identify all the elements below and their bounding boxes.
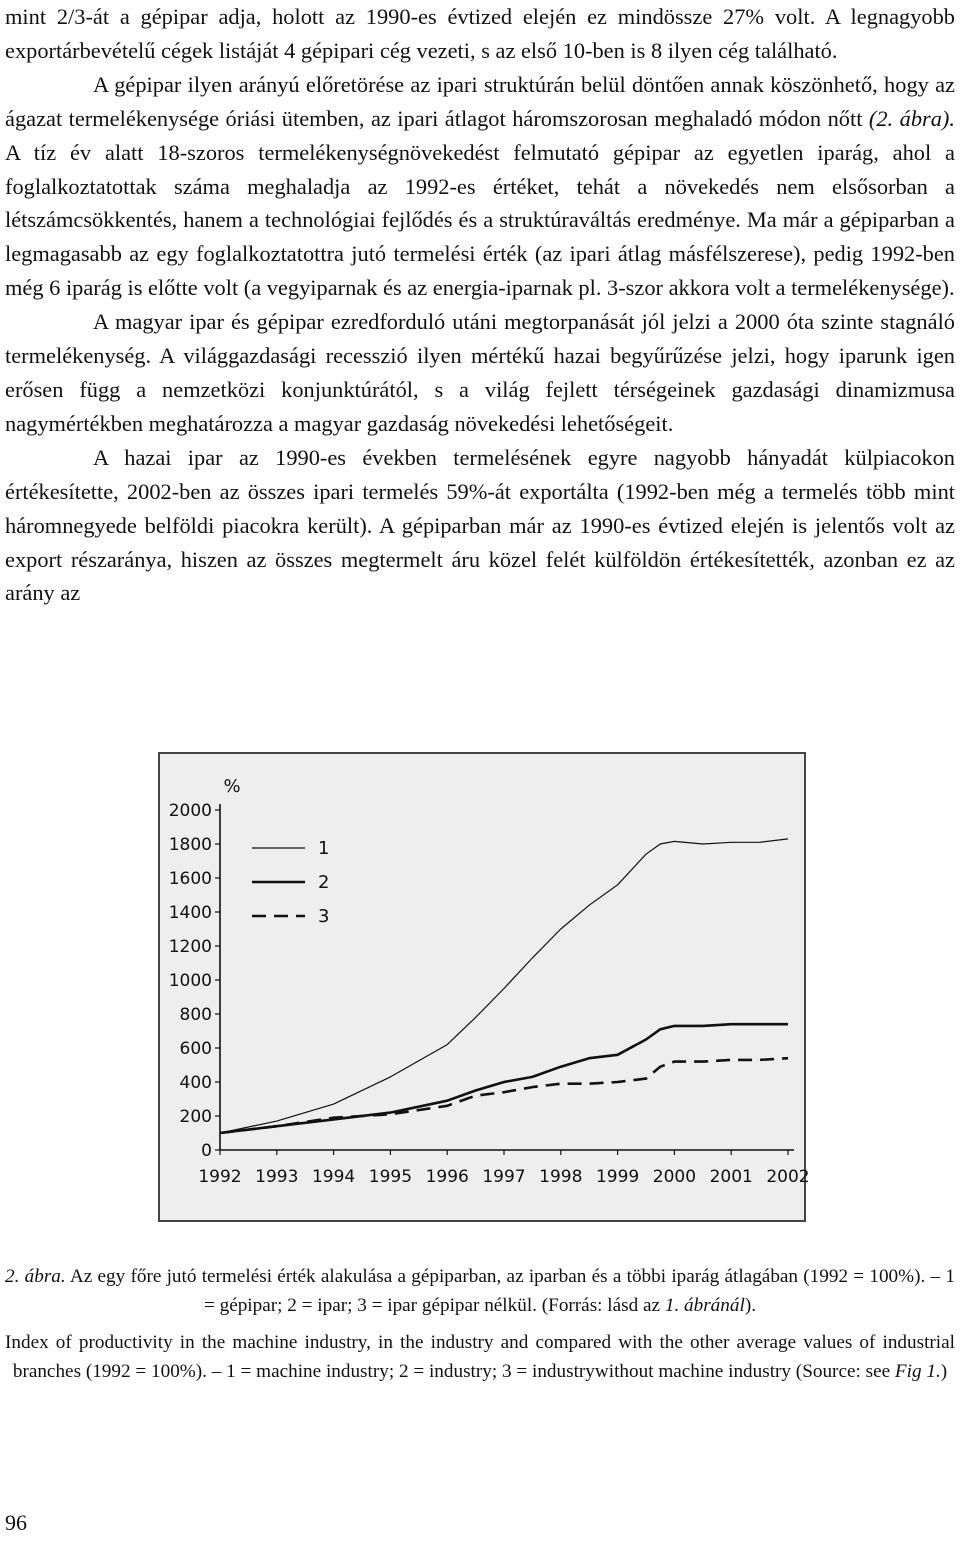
caption-english: Index of productivity in the machine industry, in the industry and compared with the other average values of industrial branches (1992 = 100%). – 1 = machine industry; 2 = industry; 3 = industrywithout machine industry (Source: see Fig 1.) [5,1332,955,1382]
caption-label: 2. ábra. [5,1266,66,1287]
x-tick-label: 1998 [539,1167,583,1187]
x-tick-label: 1992 [198,1167,242,1187]
x-tick-label: 2000 [652,1167,697,1187]
figure-2-chart [158,752,810,1222]
y-tick-label: 2000 [168,801,212,821]
y-tick-label: 0 [201,1141,212,1161]
x-tick-label: 1996 [425,1167,469,1187]
x-tick-label: 1994 [311,1167,356,1187]
x-tick-label: 1995 [368,1167,413,1187]
page [5,0,955,610]
x-tick-label: 2002 [766,1167,810,1187]
y-tick-label: 1600 [168,869,212,889]
paragraph: A gépipar ilyen arányú előretörése az ipari struktúrán belül döntően annak köszönhető, hogy az ágazat termelékenysége óriási ütemben, az ipari átlagot háromszorosan meghaladó módon nőtt (2. ábra). A tíz év alatt 18-szoros termelékenységnövekedést felmutató gépipar az egyetlen iparág, ahol a foglalkoztatottak száma meghaladja az 1992-es értéket, tehát a növekedés nem elsősorban a létszámcsökkentés, hanem a technológiai fejlődés és a struktúraváltás eredménye. Ma már a gépiparban a legmagasabb az egy foglalkoztatottra jutó termelési érték (az ipari átlag másfélszerese), pedig 1992-ben még 6 iparág is előtte volt (a vegyiparnak és az energia-iparnak pl. 3-szor akkora volt a termelékenysége). [5,71,955,301]
y-tick-label: 1200 [168,937,212,957]
y-tick-label: 200 [179,1107,212,1127]
page-number: 96 [5,1510,27,1535]
x-tick-label: 1999 [595,1167,640,1187]
legend-label-2: 2 [318,872,330,893]
paragraph: A hazai ipar az 1990-es években termelésének egyre nagyobb hányadát külpiacokon értékesítette, 2002-ben az összes ipari termelés 59%-át exportálta (1992-ben még a termelés több mint háromnegyede belföldi piacokra került). A gépiparban már az 1990-es évtized elején is jelentős volt az export részaránya, hiszen az összes megtermelt áru közel felét külföldön értékesítették, azonban ez az arány az [5,444,955,606]
y-tick-label: 400 [179,1073,212,1093]
x-tick-label: 2001 [709,1167,753,1187]
y-tick-label: 1400 [168,903,212,923]
y-axis-label: % [223,776,241,797]
y-tick-label: 1000 [168,971,212,991]
legend-label-1: 1 [318,838,330,859]
legend-label-3: 3 [318,906,330,927]
y-tick-label: 600 [179,1039,212,1059]
body-text [5,0,955,610]
x-tick-label: 1993 [255,1167,299,1187]
series-line-2 [220,1024,788,1133]
caption-hungarian: 2. ábra. Az egy főre jutó termelési érték alakulása a gépiparban, az iparban és a többi iparág átlagában (1992 = 100%). – 1 = gépipar; 2 = ipar; 3 = ipar gépipar nélkül. (Forrás: lásd az 1. ábránál). [5,1266,955,1316]
productivity-line-chart [160,754,810,1220]
x-tick-label: 1997 [482,1167,526,1187]
y-tick-label: 1800 [168,835,212,855]
figure-caption [5,1263,955,1395]
y-tick-label: 800 [179,1005,212,1025]
paragraph: A magyar ipar és gépipar ezredforduló utáni megtorpanását jól jelzi a 2000 óta szinte stagnáló termelékenység. A világgazdasági recesszió ilyen mértékű hazai begyűrűzése jelzi, hogy iparunk igen erősen függ a nemzetközi konjunktúrától, s a világ fejlett térségeinek gazdasági dinamizmusa nagymértékben meghatározza a magyar gazdaság növekedési lehetőségeit. [5,309,955,436]
series-line-1 [220,839,788,1133]
paragraph: mint 2/3-át a gépipar adja, holott az 1990-es évtized elején ez mindössze 27% volt. A legnagyobb exportárbevételű cégek listáját 4 gépipari cég vezeti, s az első 10-ben is 8 ilyen cég található. [5,4,955,63]
